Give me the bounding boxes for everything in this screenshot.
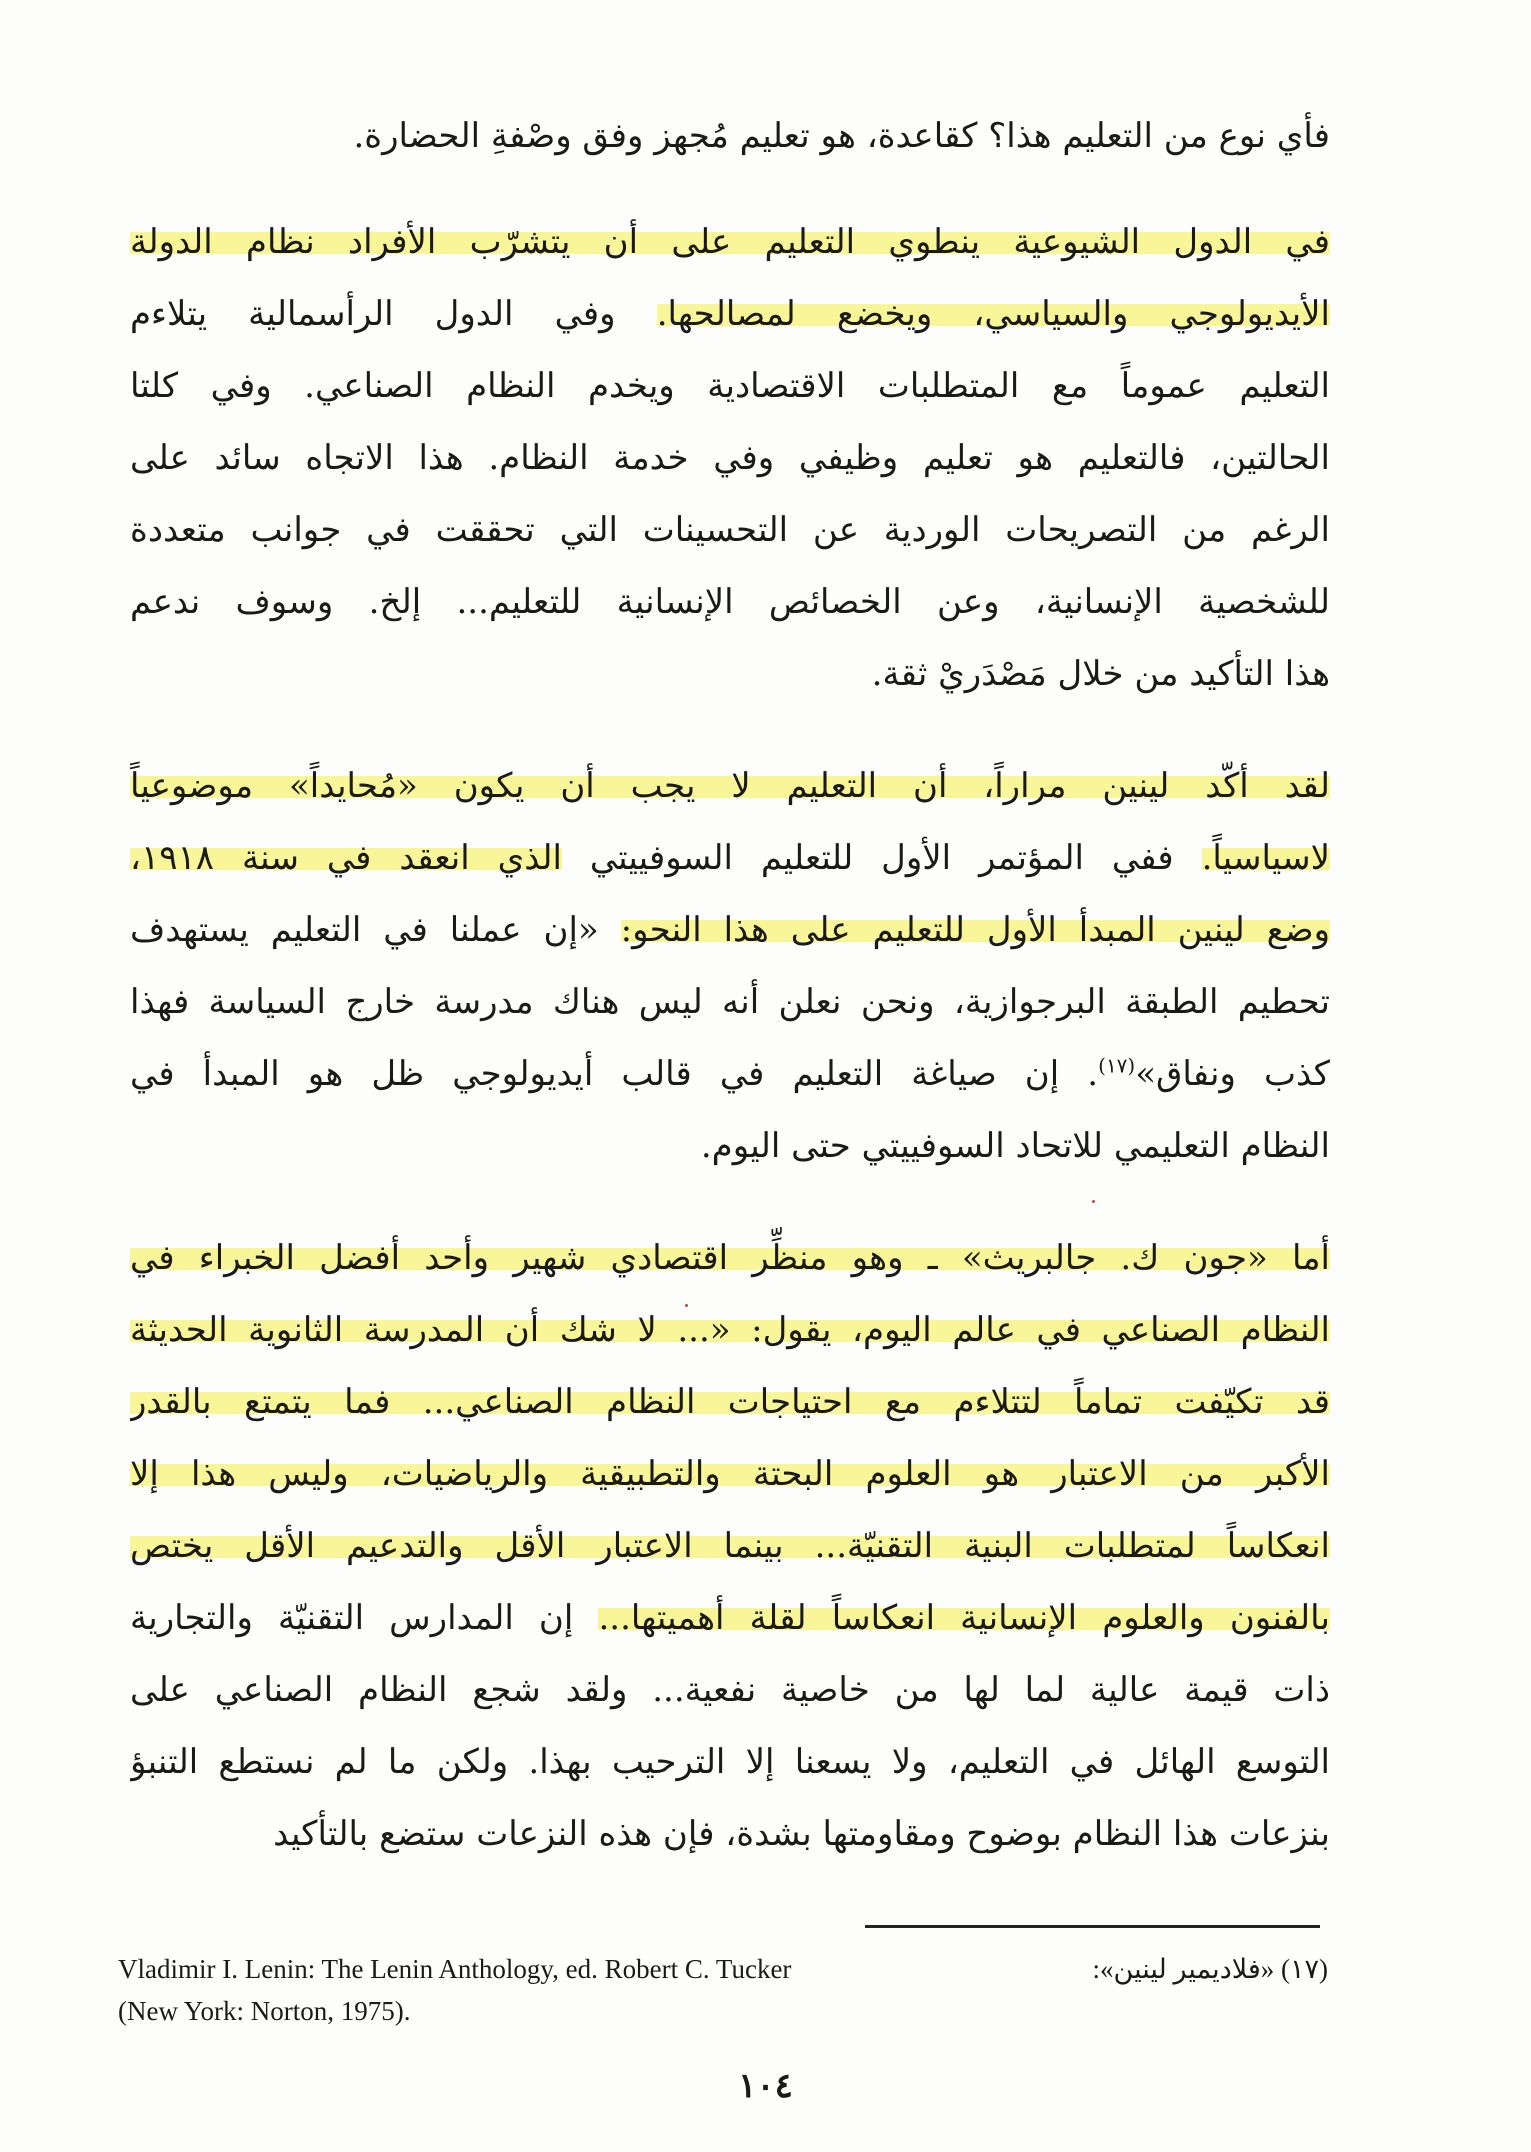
text-segment: فأي نوع من التعليم هذا؟ كقاعدة، هو تعليم مُجهز وفق وصْفةِ الحضارة. <box>353 116 1330 156</box>
highlighted-text: النظام الصناعي في عالم اليوم، يقول: «... لا شك أن المدرسة الثانوية الحديثة <box>130 1310 1330 1350</box>
text-segment: هذا التأكيد من خلال مَصْدَريْ ثقة. <box>871 654 1330 694</box>
paragraph <box>130 100 1330 172</box>
text-segment: الحالتين، فالتعليم هو تعليم وظيفي وفي خدمة النظام. هذا الاتجاه سائد على <box>130 438 1330 478</box>
text-segment: ذات قيمة عالية لما لها من خاصية نفعية... ولقد شجع النظام الصناعي على <box>130 1670 1330 1710</box>
text-line <box>130 894 1330 966</box>
text-line <box>130 1294 1330 1366</box>
highlighted-text: انعكاساً لمتطلبات البنية التقنيّة... بينما الاعتبار الأقل والتدعيم الأقل يختص <box>130 1526 1330 1566</box>
highlighted-text: أما «جون ك. جالبريث» ـ وهو منظِّر اقتصادي شهير وأحد أفضل الخبراء في <box>130 1238 1330 1278</box>
text-line <box>130 278 1330 350</box>
text-segment: التعليم عموماً مع المتطلبات الاقتصادية ويخدم النظام الصناعي. وفي كلتا <box>130 366 1330 406</box>
text-line <box>130 1038 1330 1110</box>
text-segment: . إن صياغة التعليم في قالب أيديولوجي ظل هو المبدأ في <box>130 1054 1099 1094</box>
paragraph <box>130 750 1330 1182</box>
text-segment: الرغم من التصريحات الوردية عن التحسينات التي تحققت في جوانب متعددة <box>130 510 1330 550</box>
text-line <box>130 350 1330 422</box>
highlighted-text: بالفنون والعلوم الإنسانية انعكاساً لقلة أهميتها... <box>598 1598 1330 1638</box>
text-segment: تحطيم الطبقة البرجوازية، ونحن نعلن أنه ليس هناك مدرسة خارج السياسة فهذا <box>130 982 1330 1022</box>
text-line <box>130 1366 1330 1438</box>
highlighted-text: قد تكيّفت تماماً لتتلاءم مع احتياجات النظام الصناعي... فما يتمتع بالقدر <box>130 1382 1330 1422</box>
text-segment: كذب ونفاق» <box>1135 1054 1330 1094</box>
footnote-divider <box>865 1925 1320 1928</box>
highlighted-text: الذي انعقد في سنة ١٩١٨، <box>130 838 562 878</box>
highlighted-text: لاسياسياً. <box>1201 838 1330 878</box>
text-line <box>130 1726 1330 1798</box>
text-segment: التوسع الهائل في التعليم، ولا يسعنا إلا الترحيب بهذا. ولكن ما لم نستطع التنبؤ <box>130 1742 1330 1782</box>
page-number: ١٠٤ <box>738 2066 793 2106</box>
footnote-citation: Vladimir I. Lenin: The Lenin Anthology, ed. Robert C. Tucker <box>118 1954 792 1984</box>
text-line <box>130 638 1330 710</box>
footnote-line-1 <box>118 1948 1328 1990</box>
paragraph <box>130 206 1330 710</box>
text-line <box>130 566 1330 638</box>
highlighted-text: وضع لينين المبدأ الأول للتعليم على هذا النحو: <box>620 910 1330 950</box>
text-line <box>130 1582 1330 1654</box>
text-line <box>130 1222 1330 1294</box>
text-line <box>130 966 1330 1038</box>
text-segment: «إن عملنا في التعليم يستهدف <box>130 910 621 950</box>
text-line <box>130 100 1330 172</box>
text-line <box>130 1798 1330 1870</box>
ink-speck <box>1092 1200 1095 1203</box>
footnote-marker: (١٧) «فلاديمير لينين»: <box>1092 1954 1328 1984</box>
text-line <box>130 750 1330 822</box>
body-text <box>130 100 1330 1910</box>
text-line <box>130 1110 1330 1182</box>
text-line <box>130 206 1330 278</box>
text-line <box>130 494 1330 566</box>
text-line <box>130 1438 1330 1510</box>
text-segment: النظام التعليمي للاتحاد السوفييتي حتى اليوم. <box>700 1126 1330 1166</box>
footnote-reference: (١٧) <box>1098 1053 1136 1078</box>
footnote-line-2: (New York: Norton, 1975). <box>118 1996 411 2026</box>
text-segment: إن المدارس التقنيّة والتجارية <box>130 1598 599 1638</box>
text-line <box>130 1510 1330 1582</box>
text-line <box>130 422 1330 494</box>
ink-speck <box>685 1304 688 1307</box>
highlighted-text: الأكبر من الاعتبار هو العلوم البحتة والتطبيقية والرياضيات، وليس هذا إلا <box>130 1454 1330 1494</box>
highlighted-text: في الدول الشيوعية ينطوي التعليم على أن يتشرّب الأفراد نظام الدولة <box>130 222 1330 262</box>
highlighted-text: الأيديولوجي والسياسي، ويخضع لمصالحها. <box>656 294 1330 334</box>
text-line <box>130 822 1330 894</box>
text-segment: للشخصية الإنسانية، وعن الخصائص الإنسانية للتعليم... إلخ. وسوف ندعم <box>130 582 1330 622</box>
footnote <box>118 1948 1328 2032</box>
text-segment: بنزعات هذا النظام بوضوح ومقاومتها بشدة، فإن هذه النزعات ستضع بالتأكيد <box>273 1814 1330 1854</box>
text-segment: ففي المؤتمر الأول للتعليم السوفييتي <box>561 838 1202 878</box>
text-line <box>130 1654 1330 1726</box>
text-segment: وفي الدول الرأسمالية يتلاءم <box>130 294 657 334</box>
paragraph <box>130 1222 1330 1870</box>
highlighted-text: لقد أكّد لينين مراراً، أن التعليم لا يجب أن يكون «مُحايداً» موضوعياً <box>130 766 1330 806</box>
